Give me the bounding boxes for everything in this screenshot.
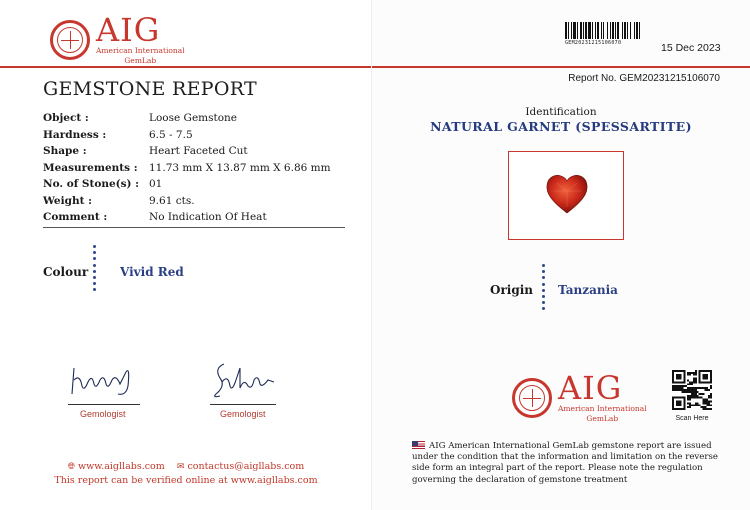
envelope-icon: ✉ — [176, 462, 185, 472]
report-title: GEMSTONE REPORT — [43, 78, 257, 100]
globe-icon: 🌐︎ — [67, 462, 75, 472]
header-divider — [0, 66, 372, 68]
disclaimer-body: AIG American International GemLab gemstone report are issued under the condition that the information and limitation on the reverse side form an integral part of the report. Please note the regulation governing the declaration of gemstone treatment — [412, 441, 718, 485]
signature-line-2 — [210, 404, 276, 405]
spec-value: Heart Faceted Cut — [149, 145, 248, 158]
spec-key: No. of Stone(s) : — [43, 178, 140, 191]
origin-label: Origin — [490, 283, 534, 297]
logo-name-line2: GemLab — [124, 55, 157, 65]
gemologist-label-2: Gemologist — [220, 409, 266, 419]
spec-row-hardness — [43, 127, 343, 144]
logo-name-line1: American International — [96, 46, 185, 55]
colour-dotted-divider — [93, 245, 96, 295]
header-divider-right — [372, 66, 750, 68]
colour-value: Vivid Red — [120, 265, 184, 279]
spec-table — [43, 110, 343, 226]
identification-value: NATURAL GARNET (SPESSARTITE) — [430, 119, 692, 134]
report-right-page — [372, 0, 750, 510]
aig-seal-icon — [512, 378, 552, 418]
report-number: Report No. GEM20231215106070 — [568, 73, 720, 84]
spec-row-measurements — [43, 160, 343, 177]
spec-key: Hardness : — [43, 128, 107, 141]
spec-row-object — [43, 110, 343, 127]
gemologist-label-1: Gemologist — [80, 409, 126, 419]
spec-value: 6.5 - 7.5 — [149, 128, 193, 141]
signature-line-1 — [68, 404, 140, 405]
us-flag-icon — [412, 441, 425, 449]
qr-code[interactable] — [672, 370, 712, 410]
report-left-page — [0, 0, 372, 510]
aig-logo-right — [512, 369, 647, 424]
gemstone-photo — [508, 151, 624, 240]
spec-key: Measurements : — [43, 161, 138, 174]
barcode-text: GEM20231215106070 — [565, 40, 622, 46]
spec-value: Loose Gemstone — [149, 112, 238, 125]
origin-value: Tanzania — [558, 283, 618, 297]
spec-value: 11.73 mm X 13.87 mm X 6.86 mm — [149, 161, 331, 174]
colour-label: Colour — [43, 265, 89, 279]
spec-value: 9.61 cts. — [149, 194, 195, 207]
spec-value: 01 — [149, 178, 163, 191]
barcode — [565, 22, 661, 39]
scan-here-label: Scan Here — [675, 415, 709, 422]
logo-brand: AIG — [558, 369, 623, 407]
logo-brand: AIG — [96, 11, 161, 49]
spec-key: Comment : — [43, 211, 108, 224]
spec-divider — [43, 227, 345, 228]
spec-row-comment — [43, 209, 343, 226]
spec-row-shape — [43, 143, 343, 160]
contact-line — [0, 461, 372, 472]
signature-1 — [68, 364, 138, 400]
spec-row-weight — [43, 193, 343, 210]
report-date: 15 Dec 2023 — [661, 42, 721, 54]
website-link[interactable]: www.aigllabs.com — [77, 461, 165, 472]
logo-name-line1: American International — [558, 404, 647, 413]
signature-2 — [210, 360, 280, 400]
email-link[interactable]: contactus@aigllabs.com — [187, 461, 305, 472]
identification-label: Identification — [525, 106, 597, 118]
spec-key: Weight : — [43, 194, 92, 207]
aig-seal-icon — [50, 20, 90, 60]
verify-online-text: This report can be verified online at www.aigllabs.com — [54, 475, 318, 486]
spec-row-stones — [43, 176, 343, 193]
spec-value: No Indication Of Heat — [149, 211, 267, 224]
logo-name-line2: GemLab — [586, 413, 619, 423]
origin-dotted-divider — [542, 264, 545, 314]
disclaimer-text — [412, 441, 720, 486]
heart-gemstone-icon — [545, 173, 589, 215]
spec-key: Object : — [43, 112, 89, 125]
spec-key: Shape : — [43, 145, 87, 158]
aig-logo-left — [50, 11, 185, 66]
